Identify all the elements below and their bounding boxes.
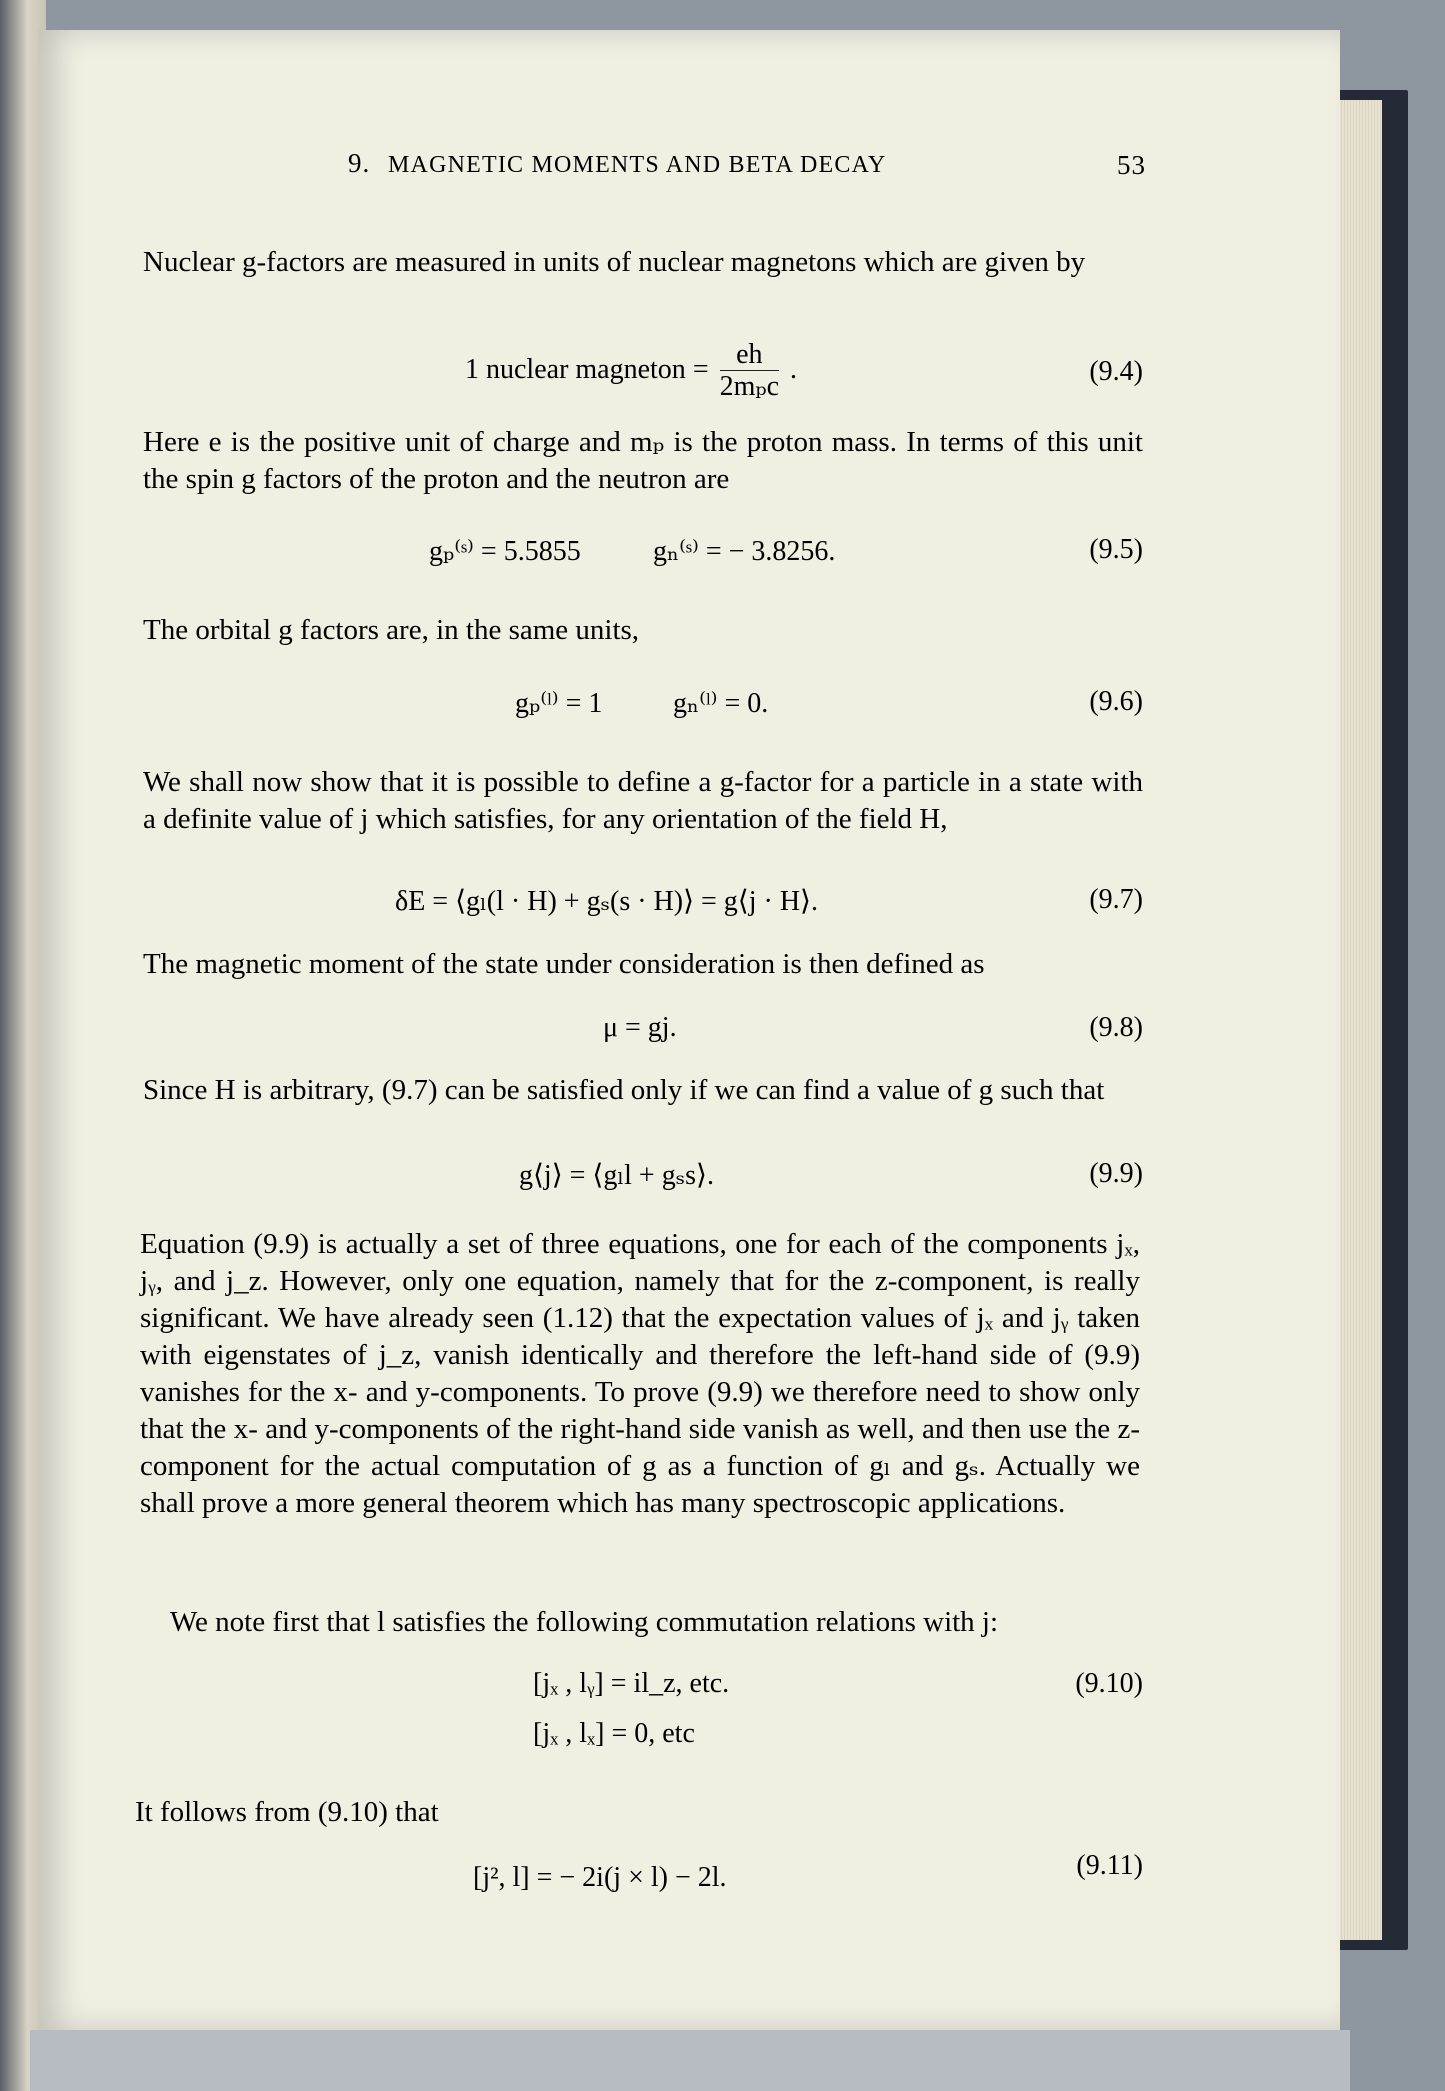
eq-9-6-number: (9.6)	[1089, 686, 1143, 717]
paragraph-it-follows: It follows from (9.10) that	[135, 1796, 439, 1828]
equation-9-5	[143, 534, 1143, 578]
eq-9-9-expr: g⟨j⟩ = ⟨gₗl + gₛs⟩.	[519, 1160, 714, 1191]
eq-9-7-number: (9.7)	[1089, 884, 1143, 915]
eq-9-6-neutron: gₙ⁽ˡ⁾ = 0.	[673, 688, 769, 719]
eq-9-6-proton: gₚ⁽ˡ⁾ = 1	[515, 688, 603, 719]
eq-9-11-number: (9.11)	[1076, 1850, 1143, 1881]
chapter-number: 9.	[348, 148, 371, 178]
eq-9-5-neutron: gₙ⁽ˢ⁾ = − 3.8256.	[653, 536, 836, 567]
equation-9-11	[143, 1850, 1143, 1894]
equation-9-7	[143, 884, 1143, 928]
eq-9-10b-expr: [jₓ , lₓ] = 0, etc	[533, 1718, 695, 1749]
eq-9-4-numerator: eh	[720, 340, 779, 371]
eq-9-7-expr: δE = ⟨gₗ(l · H) + gₛ(s · H)⟩ = g⟨j · H⟩.	[395, 886, 818, 917]
eq-9-4-fraction	[720, 340, 779, 403]
eq-9-5-number: (9.5)	[1089, 534, 1143, 565]
equation-9-10b	[143, 1718, 1143, 1762]
equation-9-9	[143, 1158, 1143, 1202]
equation-9-6	[143, 686, 1143, 730]
paragraph-commutation-intro: We note first that l satisfies the following commutation relations with j:	[170, 1606, 999, 1638]
eq-9-10a-expr: [jₓ , lᵧ] = il_z, etc.	[533, 1668, 730, 1699]
equation-9-10a	[143, 1668, 1143, 1712]
running-header	[348, 148, 1146, 188]
page-number: 53	[1117, 150, 1146, 180]
paragraph-proton-mass: Here e is the positive unit of charge and mₚ is the proton mass. In terms of this unit the spin g factors of the proton and the neutron are	[143, 426, 1143, 495]
eq-9-8-number: (9.8)	[1089, 1012, 1143, 1043]
paragraph-magnetic-moment: The magnetic moment of the state under consideration is then defined as	[143, 948, 985, 980]
eq-9-5-proton: gₚ⁽ˢ⁾ = 5.5855	[429, 536, 581, 567]
eq-9-4-denominator: 2mₚc	[719, 371, 780, 402]
eq-9-9-number: (9.9)	[1089, 1158, 1143, 1189]
eq-9-11-expr: [j², l] = − 2i(j × l) − 2l.	[473, 1862, 727, 1893]
eq-9-8-expr: μ = gj.	[603, 1012, 677, 1043]
eq-9-4-number: (9.4)	[1089, 356, 1143, 387]
paragraph-nuclear-magnetons: Nuclear g-factors are measured in units of nuclear magnetons which are given by	[143, 246, 1086, 278]
paragraph-orbital-g: The orbital g factors are, in the same units,	[143, 614, 640, 646]
bottom-sheet	[30, 2030, 1350, 2091]
equation-9-8	[143, 1012, 1143, 1056]
eq-9-10-number: (9.10)	[1075, 1668, 1143, 1699]
chapter-title: MAGNETIC MOMENTS AND BETA DECAY	[388, 152, 887, 178]
paragraph-define-g-factor: We shall now show that it is possible to define a g-factor for a particle in a state with a definite value of j which satisfies, for any orientation of the field H,	[143, 766, 1143, 835]
eq-9-4-label: 1 nuclear magneton	[465, 353, 686, 385]
paragraph-equation-9-9-discussion: Equation (9.9) is actually a set of three equations, one for each of the components jₓ, jᵧ, and j_z. However, only one equation, namely that for the z-component, is really significant. We have already seen (1.12) that the expectation values of jₓ and jᵧ taken with eigenstates of j_z, vanish identically and therefore the left-hand side of (9.9) vanishes for the x- and y-components. To prove (9.9) we therefore need to show only that the x- and y-components of the right-hand side vanish as well, and then use the z-component for the actual computation of g as a function of gₗ and gₛ. Actually we shall prove a more general theorem which has many spectroscopic applications.	[140, 1228, 1140, 1519]
equation-9-4: 1 nuclear magneton = $\frac{eh}{\text{2mₚc}}$ . (9.4)	[465, 339, 1143, 402]
paragraph-h-arbitrary: Since H is arbitrary, (9.7) can be satisfied only if we can find a value of g such that	[143, 1074, 1105, 1106]
